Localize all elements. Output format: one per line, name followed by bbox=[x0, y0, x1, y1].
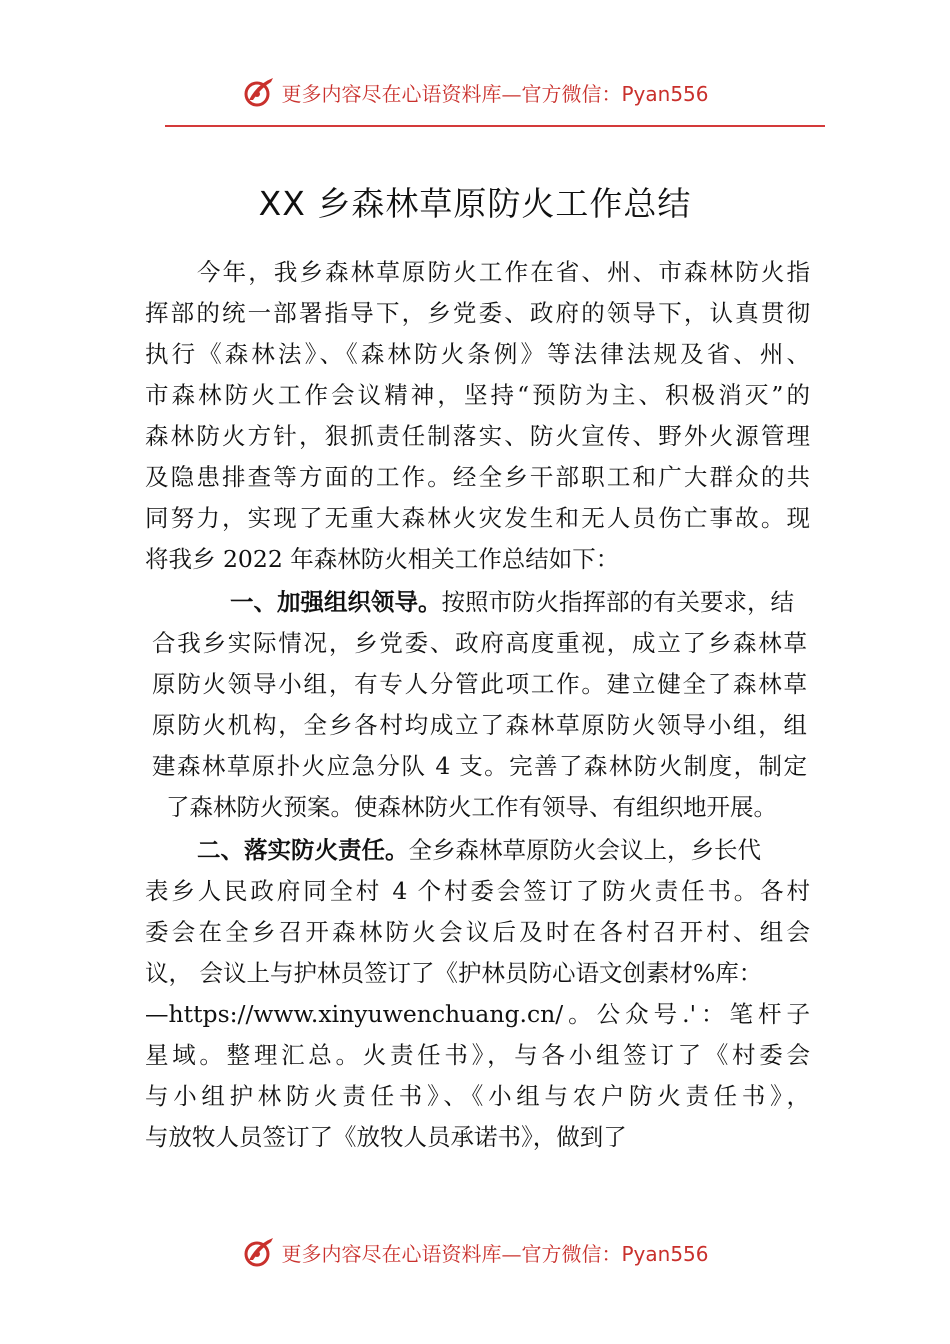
text-line: 执行《森林法》、《森林防火条例》等法律法规及省、州、 bbox=[145, 340, 810, 368]
footer-banner bbox=[0, 1232, 950, 1272]
text-span: 按照市防火指挥部的有关要求，结 bbox=[441, 588, 794, 616]
footer-wechat-id: Pyan556 bbox=[621, 1241, 709, 1266]
text-line: 星域。整理汇总。火责任书》，与各小组签订了《村委会 bbox=[145, 1041, 810, 1069]
text-line: 与放牧人员签订了《放牧人员承诺书》，做到了 bbox=[145, 1123, 627, 1151]
text-line: 议， 会议上与护林员签订了《护林员防心语文创素材%库： bbox=[145, 959, 763, 987]
text-line: 今年，我乡森林草原防火工作在省、州、市森林防火指 bbox=[197, 258, 810, 286]
text-line: 市森林防火工作会议精神，坚持“预防为主、积极消灭”的 bbox=[145, 381, 810, 409]
text-line: 挥部的统一部署指导下，乡党委、政府的领导下，认真贯彻 bbox=[145, 299, 810, 327]
document-title: XX 乡森林草原防火工作总结 bbox=[258, 184, 692, 223]
text-line: 与小组护林防火责任书》、《小组与农户防火责任书》， bbox=[145, 1082, 810, 1110]
text-line: —https://www.xinyuwenchuang.cn/。公众号.'：笔杆子 bbox=[145, 1000, 810, 1028]
text-line: 同努力，实现了无重大森林火灾发生和无人员伤亡事故。现 bbox=[145, 504, 810, 532]
text-line: 表乡人民政府同全村 4 个村委会签订了防火责任书。各村 bbox=[145, 877, 810, 905]
text-line: 原防火领导小组，有专人分管此项工作。建立健全了森林草 bbox=[152, 670, 807, 698]
text-line: 建森林草原扑火应急分队 4 支。完善了森林防火制度，制定 bbox=[152, 752, 807, 780]
section-heading: 一、加强组织领导。 bbox=[230, 588, 442, 616]
text-line: 合我乡实际情况，乡党委、政府高度重视，成立了乡森林草 bbox=[152, 629, 807, 657]
header-divider bbox=[165, 125, 825, 127]
intro-paragraph bbox=[145, 252, 810, 580]
text-line: 原防火机构，全乡各村均成立了森林草原防火领导小组，组 bbox=[152, 711, 807, 739]
text-span: 全乡森林草原防火会议上，乡长代 bbox=[408, 836, 761, 864]
text-line: 了森林防火预案。使森林防火工作有领导、有组织地开展。 bbox=[166, 793, 777, 821]
pen-swirl-logo-icon bbox=[241, 74, 277, 110]
text-line: 委会在全乡召开森林防火会议后及时在各村召开村、组会 bbox=[145, 918, 810, 946]
text-line: 将我乡 2022 年森林防火相关工作总结如下： bbox=[145, 545, 620, 573]
section-organization bbox=[152, 582, 807, 828]
header-wechat-id: Pyan556 bbox=[621, 81, 709, 106]
section-responsibility bbox=[145, 830, 810, 1158]
section-first-line bbox=[152, 582, 807, 623]
section-heading: 二、落实防火责任。 bbox=[197, 836, 409, 864]
text-line: 森林防火方针，狠抓责任制落实、防火宣传、野外火源管理 bbox=[145, 422, 810, 450]
text-line: 及隐患排查等方面的工作。经全乡干部职工和广大群众的共 bbox=[145, 463, 810, 491]
header-banner-text: 更多内容尽在心语资料库—官方微信：Pyan556 bbox=[281, 81, 709, 106]
header-banner bbox=[0, 72, 950, 112]
footer-banner-text: 更多内容尽在心语资料库—官方微信：Pyan556 bbox=[281, 1241, 709, 1266]
section-first-line bbox=[145, 830, 810, 871]
pen-swirl-logo-icon bbox=[241, 1234, 277, 1270]
